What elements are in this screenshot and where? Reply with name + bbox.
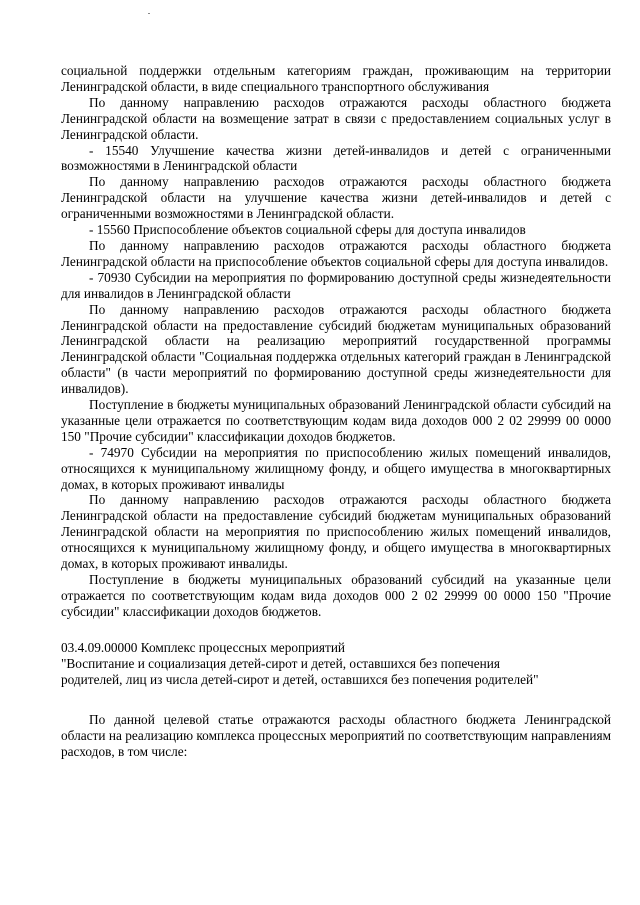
paragraph: По данному направлению расходов отражаются расходы областного бюджета Ленинградской области на приспособление объектов социальной сферы для доступа инвалидов. [61, 237, 611, 269]
paragraph: Поступление в бюджеты муниципальных образований Ленинградской области субсидий на указанные цели отражается по соответствующим кодам вида доходов 000 2 02 29999 00 0000 150 "Прочие субсидии" классификации доходов бюджетов. [61, 397, 611, 444]
paragraph: По данному направлению расходов отражаются расходы областного бюджета Ленинградской области на предоставление субсидий бюджетам муниципальных образований Ленинградской области на реализацию мероприятий государственной программы Ленинградской области "Социальная поддержка отдельных категорий граждан в Ленинградской области" (в части мероприятий по формированию доступной среды жизнедеятельности для инвалидов). [61, 301, 611, 397]
paragraph: По данной целевой статье отражаются расходы областного бюджета Ленинградской области на реализацию комплекса процессных мероприятий по соответствующим направлениям расходов, в том числе: [61, 712, 611, 760]
list-item-15540: - 15540 Улучшение качества жизни детей-инвалидов и детей с ограниченными возможностями в Ленинградской области [61, 142, 611, 174]
paragraph: По данному направлению расходов отражаются расходы областного бюджета Ленинградской области на возмещение затрат в связи с предоставлением социальных услуг в Ленинградской области. [61, 94, 611, 142]
scan-speck [148, 13, 150, 14]
paragraph: Поступление в бюджеты муниципальных образований субсидий на указанные цели отражается по соответствующим кодам вида доходов 000 2 02 29999 00 0000 150 "Прочие субсидии" классификации доходов бюджетов. [61, 572, 611, 619]
paragraph: По данному направлению расходов отражаются расходы областного бюджета Ленинградской области на предоставление субсидий бюджетам муниципальных образований Ленинградской области на мероприятия по приспособлению жилых помещений инвалидов, относящихся к муниципальному жилищному фонду, и общего имущества в многоквартирных домах, в которых проживают инвалиды. [61, 492, 611, 572]
section-heading-code: 03.4.09.00000 Комплекс процессных мероприятий [61, 639, 346, 655]
paragraph: социальной поддержки отдельным категориям граждан, проживающим на территории Ленинградской области, в виде специального транспортного обслуживания [61, 63, 611, 94]
section-heading-title: "Воспитание и социализация детей-сирот и детей, оставшихся без попечения [61, 655, 500, 671]
list-item-15560: - 15560 Приспособление объектов социальной сферы для доступа инвалидов [89, 222, 526, 238]
paragraph: По данному направлению расходов отражаются расходы областного бюджета Ленинградской области на улучшение качества жизни детей-инвалидов и детей с ограниченными возможностями в Ленинградской области. [61, 174, 611, 222]
list-item-70930: - 70930 Субсидии на мероприятия по формированию доступной среды жизнедеятельности для инвалидов в Ленинградской области [61, 269, 611, 301]
document-body [61, 63, 611, 760]
section-heading-title-cont: родителей, лиц из числа детей-сирот и детей, оставшихся без попечения родителей" [61, 671, 539, 687]
list-item-74970: - 74970 Субсидии на мероприятия по приспособлению жилых помещений инвалидов, относящихся к муниципальному жилищному фонду, и общего имущества в многоквартирных домах, в которых проживают инвалиды [61, 444, 611, 492]
